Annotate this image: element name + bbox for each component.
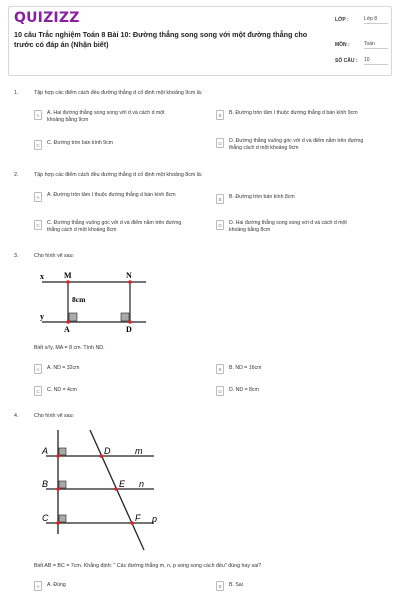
question-1-option-c[interactable] — [34, 140, 182, 150]
option-letter-box: B — [216, 194, 224, 204]
option-letter-box: A — [34, 581, 42, 591]
right-angle-b — [59, 481, 66, 488]
question-3-text2: Biết x//y, MA = 8 cm. Tính ND. — [34, 345, 105, 351]
question-2-option-c[interactable] — [34, 220, 182, 234]
count-label: SỐ CÂU : — [335, 58, 358, 64]
question-2-number: 2. — [14, 172, 19, 178]
option-text: C. Đường tròn bán kính 9cm — [47, 140, 113, 146]
count-value: 10 — [364, 57, 388, 65]
question-1-text: Tập hợp các điểm cách đều đường thẳng d cố định một khoảng 9cm là: — [34, 90, 203, 96]
option-text: C. Đường thẳng vuông góc với d và điểm nằm trên đường thẳng cách d một khoảng 8cm — [47, 220, 182, 233]
option-text: A. Đúng — [47, 582, 66, 588]
question-2-option-a[interactable] — [34, 192, 182, 202]
option-letter-box: D — [216, 220, 224, 230]
question-4-option-b[interactable] — [216, 581, 364, 591]
option-letter-box: D — [216, 386, 224, 396]
question-1-option-d[interactable] — [216, 138, 364, 152]
question-3-number: 3. — [14, 253, 19, 259]
question-1-number: 1. — [14, 90, 19, 96]
option-letter-box: A — [34, 364, 42, 374]
option-text: B. Đường tròn tâm I thuộc đường thẳng d bán kính 9cm — [229, 110, 358, 116]
label-m: m — [135, 446, 143, 456]
question-3-option-c[interactable] — [34, 386, 182, 396]
question-2-text: Tập hợp các điểm cách đều đường thẳng d cố định một khoảng 8cm là: — [34, 172, 203, 178]
option-text: C. ND = 4cm — [47, 387, 77, 393]
question-4-text: Cho hình vẽ sau: — [34, 413, 75, 419]
label-n: N — [126, 271, 132, 280]
right-angle-c — [59, 515, 66, 522]
label-distance: 8cm — [72, 295, 86, 304]
point-d — [128, 320, 132, 324]
question-3-option-a[interactable] — [34, 364, 182, 374]
option-letter-box: C — [34, 220, 42, 230]
label-x: x — [40, 272, 44, 281]
figure-transversals — [34, 426, 168, 554]
point-a — [66, 320, 70, 324]
label-f: F — [135, 513, 141, 523]
label-b: B — [42, 479, 49, 489]
question-1-option-b[interactable] — [216, 110, 364, 120]
option-text: D. Đường thẳng vuông góc với d và điểm nằm trên đường thẳng cách d một khoảng 9cm — [229, 138, 364, 151]
label-m: M — [64, 271, 72, 280]
option-text: B. Đường tròn bán kính 8cm — [229, 194, 295, 200]
point-d — [99, 454, 103, 458]
right-angle-d — [121, 313, 129, 321]
quizizz-logo: QUIZIZZ — [14, 10, 80, 26]
option-text: A. ND = 32cm — [47, 365, 80, 371]
option-text: B. ND = 16cm — [229, 365, 262, 371]
figure-parallel-lines-xy — [34, 266, 160, 338]
label-e: E — [119, 479, 126, 489]
question-3-option-d[interactable] — [216, 386, 364, 396]
option-letter-box: D — [216, 138, 224, 148]
label-d: D — [126, 325, 132, 334]
question-2-option-d[interactable] — [216, 220, 364, 234]
point-f — [130, 521, 134, 525]
class-value: Lớp 8 — [364, 16, 388, 24]
question-4-number: 4. — [14, 413, 19, 419]
label-a: A — [64, 325, 70, 334]
option-letter-box: C — [34, 140, 42, 150]
option-letter-box: B — [216, 364, 224, 374]
point-n — [128, 280, 132, 284]
subject-value: Toán — [364, 41, 388, 49]
option-text: D. Hai đường thẳng song song với d và cách d một khoảng bằng 8cm — [229, 220, 347, 233]
point-b — [56, 487, 60, 491]
label-c: C — [42, 513, 49, 523]
right-angle-a — [59, 448, 66, 455]
point-e — [114, 487, 118, 491]
option-letter-box: A — [34, 192, 42, 202]
label-d: D — [104, 446, 111, 456]
label-n: n — [139, 479, 145, 489]
label-p: p — [152, 514, 158, 524]
question-2-option-b[interactable] — [216, 194, 364, 204]
question-4-text2: Biết AB = BC = 7cm. Khẳng định: " Các đường thẳng m, n, p song song cách đều" đúng hay sai? — [34, 563, 262, 569]
right-angle-a — [69, 313, 77, 321]
option-letter-box: C — [34, 386, 42, 396]
question-4-option-a[interactable] — [34, 581, 182, 591]
point-m — [66, 280, 70, 284]
subject-label: MÔN : — [335, 42, 350, 48]
option-text: D. ND = 8cm — [229, 387, 259, 393]
option-text: A. Đường tròn tâm I thuộc đường thẳng d bán kính 8cm — [47, 192, 176, 198]
option-letter-box: B — [216, 110, 224, 120]
option-letter-box: A — [34, 110, 42, 120]
question-3-text: Cho hình vẽ sau: — [34, 253, 75, 259]
option-text: A. Hai đường thẳng song song với d và cách d một khoảng bằng 9cm — [47, 110, 165, 123]
point-c — [56, 521, 60, 525]
question-3-option-b[interactable] — [216, 364, 364, 374]
label-a: A — [42, 446, 49, 456]
option-text: B. Sai — [229, 582, 243, 588]
option-letter-box: B — [216, 581, 224, 591]
class-label: LỚP : — [335, 17, 349, 23]
worksheet-title: 10 câu Trắc nghiệm Toán 8 Bài 10: Đường thẳng song song với một đường thẳng cho trước có đáp án (Nhận biết) — [14, 30, 308, 49]
point-a — [56, 454, 60, 458]
label-y: y — [40, 312, 44, 321]
question-1-option-a[interactable] — [34, 110, 182, 124]
